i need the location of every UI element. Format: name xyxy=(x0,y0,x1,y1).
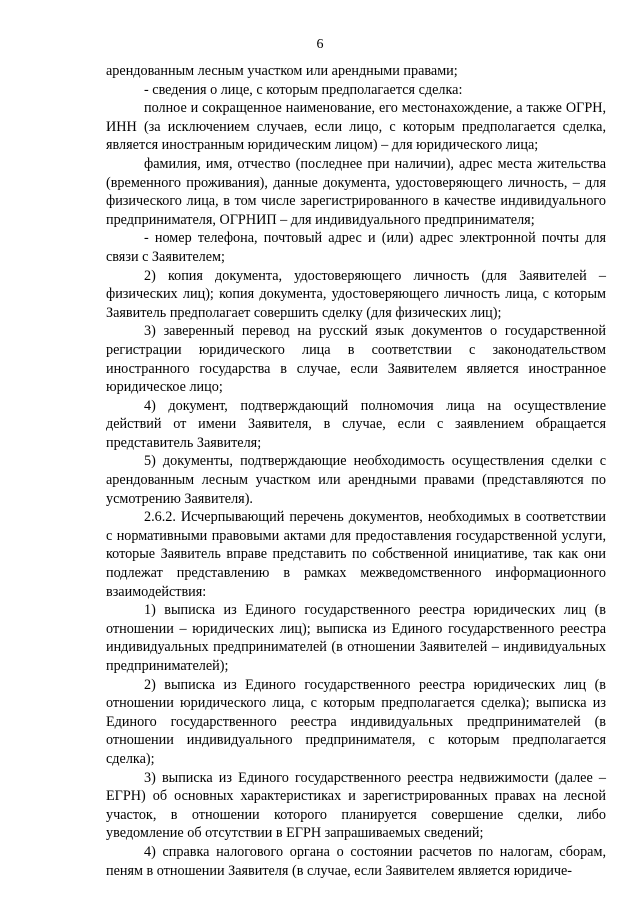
paragraph-item-2-identity-copy: 2) копия документа, удостоверяющего личность (для Заявителей – физических лиц); копия документа, удостоверяющего личность лица, с которым Заявитель предполагает совершить сделку (для физических лиц); xyxy=(106,267,606,321)
paragraph-item-4-authority: 4) документ, подтверждающий полномочия лица на осуществление действий от имени Заявителя, в случае, если с заявлением обращается представитель Заявителя; xyxy=(106,397,606,451)
paragraph-tax-certificate: 4) справка налогового органа о состоянии расчетов по налогам, сборам, пеням в отношении Заявителя (в случае, если Заявителем является юридиче- xyxy=(106,843,606,879)
paragraph-item-5-necessity: 5) документы, подтверждающие необходимость осуществления сделки с арендованным лесным участком или арендными правами (представляются по усмотрению Заявителя). xyxy=(106,453,606,507)
paragraph-extract-2: 2) выписка из Единого государственного реестра юридических лиц (в отношении юридического лица, с которым предполагается сделка); выписка из Единого государственного реестра индивидуальных предпринимателей (в отношении индивидуального предпринимателя, с которым предполагается сделка); xyxy=(106,676,606,767)
paragraph-section-2-6-2: 2.6.2. Исчерпывающий перечень документов, необходимых в соответствии с нормативными правовыми актами для предоставления государственной услуги, которые Заявитель вправе представить по собственной инициативе, так как они подлежат представлению в рамках межведомственного информационного взаимодействия: xyxy=(106,509,606,600)
paragraph-counterparty-info-heading: - сведения о лице, с которым предполагается сделка: xyxy=(144,81,463,98)
paragraph-continuation: арендованным лесным участком или арендными правами; xyxy=(106,63,458,79)
paragraph-individual-info: фамилия, имя, отчество (последнее при наличии), адрес места жительства (временного проживания), данные документа, удостоверяющего личность, – для физического лица, в том числе зарегистрированного в качестве индивидуального предпринимателя, ОГРНИП – для индивидуального предпринимателя; xyxy=(106,155,606,228)
paragraph-item-3-translation: 3) заверенный перевод на русский язык документов о государственной регистрации юридического лица в соответствии с законодательством иностранного государства в случае, если Заявителем является иностранное юридическое лицо; xyxy=(106,323,606,396)
paragraph-extract-1: 1) выписка из Единого государственного реестра юридических лиц (в отношении – юридических лиц); выписка из Единого государственного реестра индивидуальных предпринимателей (в отношении Заявителей – индивидуальных предпринимателей); xyxy=(106,602,606,674)
paragraph-legal-entity-info: полное и сокращенное наименование, его местонахождение, а также ОГРН, ИНН (за исключением случаев, если лицо, с которым предполагается сделка, является иностранным юридическим лицом) – для юридического лица; xyxy=(106,100,606,154)
page-number: 6 xyxy=(316,37,324,52)
paragraph-contact-info: - номер телефона, почтовый адрес и (или) адрес электронной почты для связи с Заявителем; xyxy=(106,230,606,265)
paragraph-extract-3: 3) выписка из Единого государственного реестра недвижимости (далее – ЕГРН) об основных характеристиках и зарегистрированных правах на лесной участок, в отношении которого планируется совершение сделки, либо уведомление об отсутствии в ЕГРН запрашиваемых сведений; xyxy=(106,769,606,842)
document-body xyxy=(106,62,606,880)
